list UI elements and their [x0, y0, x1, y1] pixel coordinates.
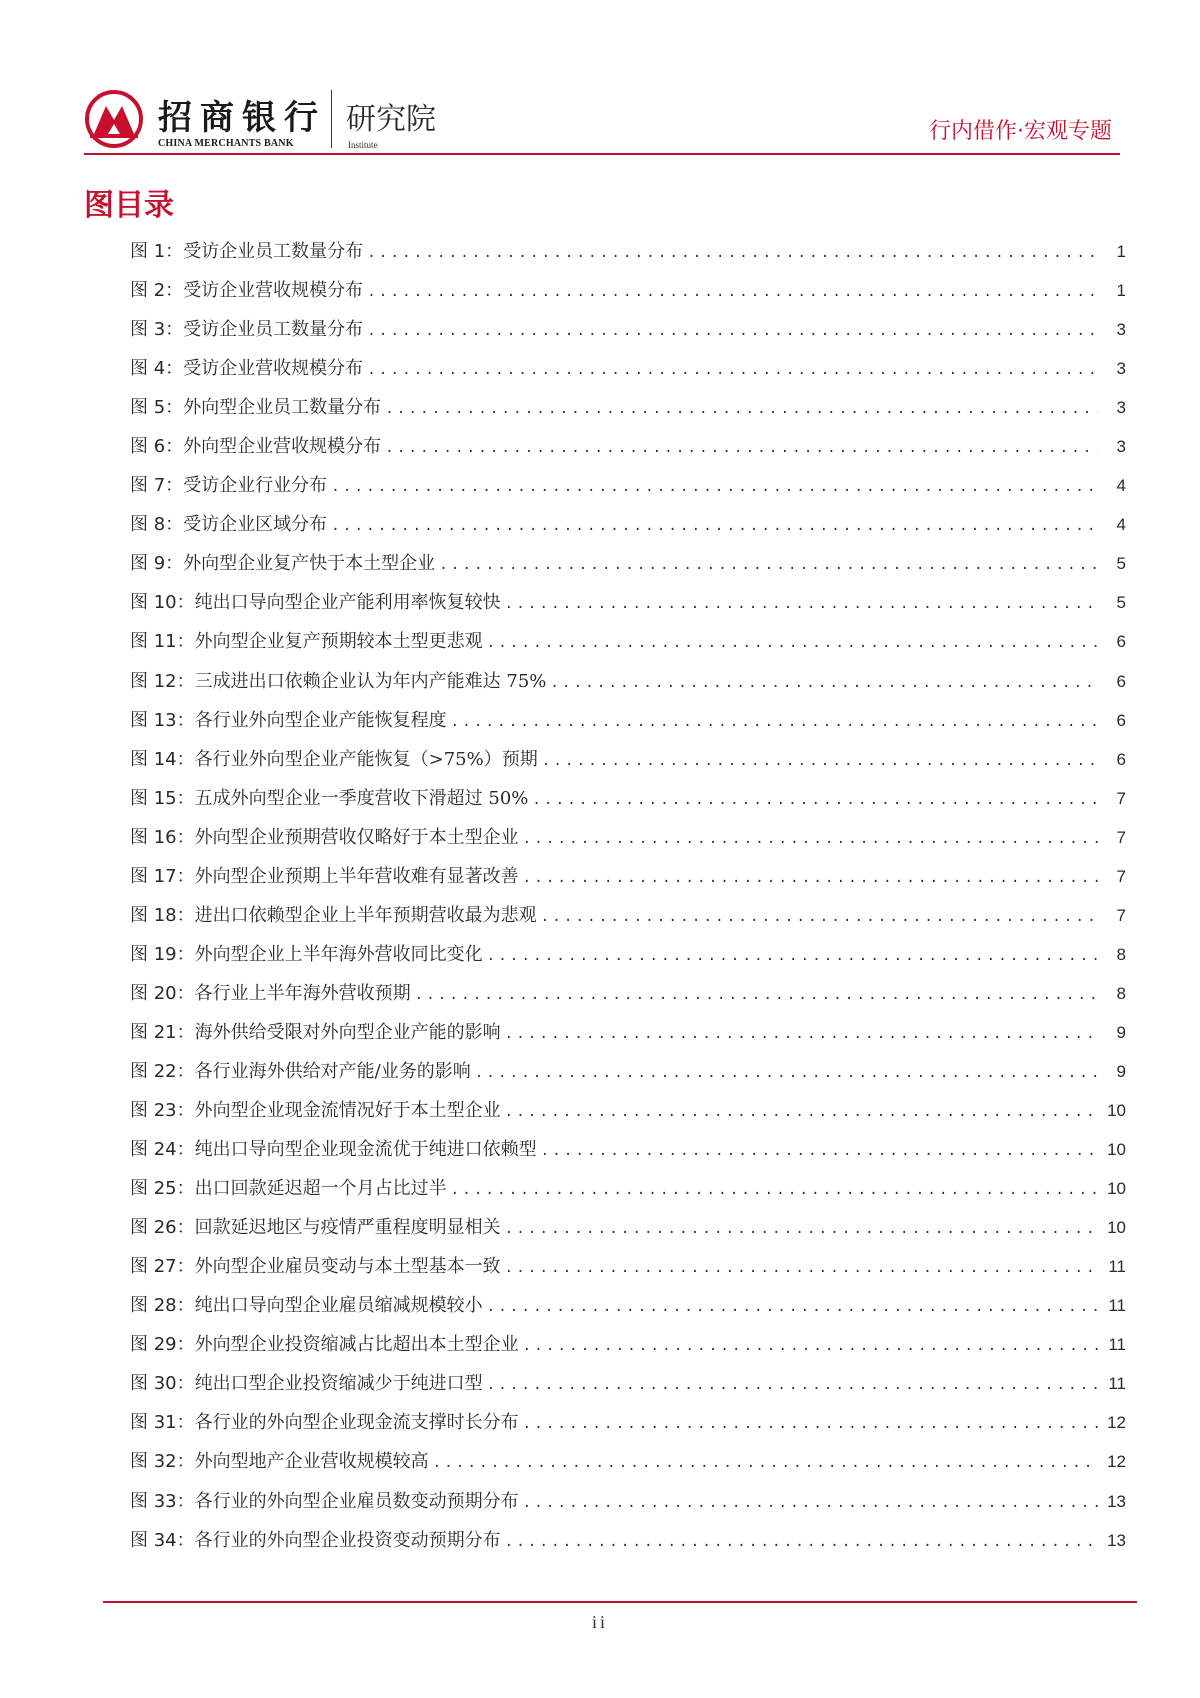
- toc-entry-title: 各行业上半年海外营收预期: [194, 982, 411, 1004]
- toc-leader-dots: [523, 1327, 1098, 1366]
- page-number: ii: [591, 1612, 608, 1632]
- toc-entry[interactable]: [130, 622, 1126, 661]
- toc-entry-title: 纯出口导向型企业产能利用率恢复较快: [194, 592, 501, 614]
- toc-entry[interactable]: [130, 740, 1126, 779]
- toc-entry-label: 图 13：: [130, 709, 195, 731]
- toc-entry-page: 13: [1107, 1491, 1126, 1511]
- toc-entry-page: 7: [1116, 788, 1126, 808]
- toc-leader-dots: [487, 624, 1098, 663]
- toc-leader-dots: [439, 546, 1098, 585]
- toc-entry-title: 受访企业员工数量分布: [183, 319, 364, 341]
- toc-entry-label: 图 24：: [130, 1139, 195, 1161]
- toc-entry[interactable]: [130, 701, 1126, 740]
- toc-entry-title: 外向型企业员工数量分布: [183, 397, 382, 419]
- toc-entry-label: 图 9：: [130, 553, 184, 575]
- toc-entry-label: 图 22：: [130, 1060, 195, 1082]
- toc-entry-page: 7: [1116, 827, 1126, 847]
- footer-rule: [103, 1601, 1137, 1603]
- toc-entry-label: 图 11：: [130, 631, 195, 653]
- toc-entry-title: 受访企业区域分布: [183, 514, 328, 536]
- toc-leader-dots: [367, 312, 1098, 351]
- toc-entry-title: 受访企业员工数量分布: [183, 241, 364, 262]
- toc-entry-title: 外向型企业复产快于本土型企业: [183, 553, 436, 575]
- toc-entry-page: 4: [1116, 476, 1126, 496]
- toc-entry[interactable]: [130, 818, 1126, 857]
- toc-entry-label: 图 18：: [130, 904, 195, 926]
- toc-entry-page: 11: [1108, 1374, 1126, 1394]
- toc-entry-label: 图 27：: [130, 1256, 195, 1278]
- toc-entry-title: 外向型企业上半年海外营收同比变化: [194, 943, 483, 965]
- toc-leader-dots: [523, 1405, 1098, 1444]
- toc-entry-page: 1: [1116, 242, 1126, 261]
- toc-entry-title: 回款延迟地区与疫情严重程度明显相关: [194, 1217, 501, 1239]
- toc-entry[interactable]: [130, 271, 1126, 310]
- toc-entry-title: 各行业的外向型企业雇员数变动预期分布: [194, 1490, 519, 1512]
- toc-entry-page: 6: [1116, 749, 1126, 769]
- toc-leader-dots: [541, 898, 1098, 937]
- toc-leader-dots: [505, 1015, 1098, 1054]
- toc-entry-label: 图 2：: [130, 280, 184, 302]
- toc-entry[interactable]: [130, 310, 1126, 349]
- toc-entry[interactable]: [130, 1208, 1126, 1247]
- toc-leader-dots: [367, 273, 1098, 312]
- toc-entry-title: 外向型企业复产预期较本土型更悲观: [194, 631, 483, 653]
- toc-entry-page: 4: [1116, 515, 1126, 535]
- toc-entry-title: 外向型企业雇员变动与本土型基本一致: [194, 1256, 501, 1278]
- toc-entry-page: 1: [1116, 281, 1126, 301]
- toc-entry-title: 各行业的外向型企业投资变动预期分布: [194, 1529, 501, 1551]
- toc-leader-dots: [385, 429, 1098, 468]
- toc-entry-label: 图 34：: [130, 1529, 195, 1551]
- toc-leader-dots: [451, 1171, 1098, 1210]
- toc-entry[interactable]: [130, 1364, 1126, 1403]
- toc-entry[interactable]: [130, 388, 1126, 427]
- toc-entry-title: 各行业的外向型企业现金流支撑时长分布: [194, 1412, 519, 1434]
- toc-leader-dots: [487, 1366, 1098, 1405]
- toc-entry-page: 6: [1116, 671, 1126, 691]
- toc-leader-dots: [505, 1523, 1098, 1562]
- toc-entry-label: 图 5：: [130, 397, 184, 419]
- toc-entry-page: 13: [1107, 1530, 1126, 1550]
- toc-entry[interactable]: [130, 349, 1126, 388]
- toc-entry-title: 外向型企业预期营收仅略好于本土型企业: [194, 826, 519, 848]
- toc-entry-title: 进出口依赖型企业上半年预期营收最为悲观: [194, 904, 537, 926]
- toc-entry-title: 受访企业行业分布: [183, 475, 328, 497]
- toc-entry[interactable]: [130, 427, 1126, 466]
- toc-entry-page: 11: [1108, 1257, 1126, 1277]
- toc-entry-title: 各行业外向型企业产能恢复（>75%）预期: [194, 748, 538, 770]
- toc-entry-page: 10: [1107, 1101, 1126, 1121]
- toc-entry[interactable]: [130, 896, 1126, 935]
- toc-leader-dots: [475, 1054, 1098, 1093]
- toc-entry[interactable]: [130, 857, 1126, 896]
- toc-entry[interactable]: [130, 583, 1126, 622]
- toc-entry-page: 10: [1107, 1140, 1126, 1160]
- toc-entry-label: 图 20：: [130, 982, 195, 1004]
- toc-entry-title: 出口回款延迟超一个月占比过半: [194, 1178, 447, 1200]
- toc-entry[interactable]: [130, 1091, 1126, 1130]
- toc-entry-page: 8: [1116, 983, 1126, 1003]
- toc-leader-dots: [367, 234, 1098, 273]
- toc-entry-title: 各行业海外供给对产能/业务的影响: [194, 1060, 471, 1082]
- toc-entry-page: 5: [1116, 593, 1126, 613]
- toc-leader-dots: [331, 468, 1098, 507]
- toc-leader-dots: [523, 859, 1098, 898]
- toc-entry-label: 图 25：: [130, 1178, 195, 1200]
- toc-entry-label: 图 26：: [130, 1217, 195, 1239]
- toc-entry[interactable]: [130, 1169, 1126, 1208]
- toc-entry-label: 图 21：: [130, 1021, 195, 1043]
- toc-entry-label: 图 4：: [130, 358, 184, 380]
- toc-entry[interactable]: [130, 466, 1126, 505]
- toc-entry-label: 图 17：: [130, 865, 195, 887]
- toc-entry-label: 图 19：: [130, 943, 195, 965]
- toc-entry-title: 各行业外向型企业产能恢复程度: [194, 709, 447, 731]
- report-tag: 行内借作·宏观专题: [929, 119, 1112, 144]
- toc-entry-page: 10: [1107, 1179, 1126, 1199]
- toc-leader-dots: [433, 1444, 1098, 1483]
- toc-entry-title: 五成外向型企业一季度营收下滑超过 50%: [194, 787, 529, 809]
- toc-entry-label: 图 12：: [130, 670, 195, 692]
- toc-entry[interactable]: [130, 974, 1126, 1013]
- toc-entry-page: 6: [1116, 710, 1126, 730]
- toc-entry[interactable]: [130, 232, 1126, 271]
- toc-leader-dots: [487, 1288, 1098, 1327]
- toc-entry[interactable]: [130, 1482, 1126, 1521]
- header-divider: [331, 90, 332, 148]
- toc-entry-page: 10: [1107, 1218, 1126, 1238]
- toc-entry-label: 图 15：: [130, 787, 195, 809]
- toc-entry-label: 图 28：: [130, 1295, 195, 1317]
- toc-entry-label: 图 7：: [130, 475, 184, 497]
- toc-entry-title: 纯出口导向型企业现金流优于纯进口依赖型: [194, 1139, 537, 1161]
- toc-entry-title: 外向型企业现金流情况好于本土型企业: [194, 1100, 501, 1122]
- toc-leader-dots: [532, 781, 1098, 820]
- toc-leader-dots: [505, 585, 1098, 624]
- toc-entry[interactable]: [130, 1013, 1126, 1052]
- toc-entry-label: 图 10：: [130, 592, 195, 614]
- toc-entry-page: 3: [1116, 398, 1126, 418]
- toc-entry-label: 图 33：: [130, 1490, 195, 1512]
- toc-entry-label: 图 6：: [130, 436, 184, 458]
- toc-leader-dots: [487, 937, 1098, 976]
- toc-leader-dots: [523, 820, 1098, 859]
- toc-entry[interactable]: [130, 1247, 1126, 1286]
- toc-entry-page: 12: [1107, 1452, 1126, 1472]
- figure-toc-list: [130, 232, 1126, 1560]
- toc-leader-dots: [505, 1249, 1098, 1288]
- toc-entry[interactable]: [130, 1130, 1126, 1169]
- header-rule: [84, 153, 1120, 155]
- toc-entry-title: 外向型企业预期上半年营收难有显著改善: [194, 865, 519, 887]
- toc-entry-page: 8: [1116, 944, 1126, 964]
- toc-entry-label: 图 23：: [130, 1100, 195, 1122]
- toc-entry-page: 9: [1116, 1022, 1126, 1042]
- toc-leader-dots: [451, 703, 1098, 742]
- toc-entry-page: 5: [1116, 554, 1126, 574]
- cmb-logo-icon: [84, 90, 144, 148]
- institute-name-en: Institute: [348, 140, 378, 150]
- toc-entry-label: 图 16：: [130, 826, 195, 848]
- toc-leader-dots: [415, 976, 1098, 1015]
- toc-entry[interactable]: [130, 1403, 1126, 1442]
- toc-leader-dots: [523, 1484, 1098, 1523]
- toc-entry-title: 外向型地产企业营收规模较高: [194, 1451, 429, 1473]
- toc-leader-dots: [505, 1093, 1098, 1132]
- toc-entry[interactable]: [130, 1286, 1126, 1325]
- toc-entry-page: 6: [1116, 632, 1126, 652]
- toc-entry-page: 3: [1116, 320, 1126, 340]
- toc-entry-title: 受访企业营收规模分布: [183, 358, 364, 380]
- bank-name-cn: 招商银行: [158, 98, 326, 138]
- toc-entry-page: 12: [1107, 1413, 1126, 1433]
- toc-leader-dots: [541, 1132, 1098, 1171]
- bank-name-en: CHINA MERCHANTS BANK: [158, 138, 294, 149]
- toc-entry-page: 3: [1116, 359, 1126, 379]
- toc-entry-label: 图 1：: [130, 241, 184, 262]
- toc-entry-label: 图 31：: [130, 1412, 195, 1434]
- page-header: [84, 84, 1120, 154]
- toc-leader-dots: [542, 742, 1098, 781]
- toc-entry-page: 7: [1116, 905, 1126, 925]
- toc-leader-dots: [550, 664, 1098, 703]
- toc-entry-title: 纯出口导向型企业雇员缩减规模较小: [194, 1295, 483, 1317]
- toc-title: 图目录: [84, 188, 174, 223]
- toc-entry[interactable]: [130, 779, 1126, 818]
- toc-entry[interactable]: [130, 935, 1126, 974]
- toc-entry-title: 海外供给受限对外向型企业产能的影响: [194, 1021, 501, 1043]
- toc-entry[interactable]: [130, 1442, 1126, 1481]
- toc-entry[interactable]: [130, 1521, 1126, 1560]
- toc-entry[interactable]: [130, 1052, 1126, 1091]
- institute-name-cn: 研究院: [346, 102, 436, 137]
- toc-entry-page: 3: [1116, 437, 1126, 457]
- toc-entry-page: 11: [1108, 1335, 1126, 1355]
- toc-leader-dots: [505, 1210, 1098, 1249]
- toc-leader-dots: [331, 507, 1098, 546]
- toc-entry-label: 图 14：: [130, 748, 195, 770]
- toc-entry-page: 11: [1108, 1296, 1126, 1316]
- toc-entry-page: 9: [1116, 1061, 1126, 1081]
- toc-entry[interactable]: [130, 505, 1126, 544]
- toc-entry-label: 图 8：: [130, 514, 184, 536]
- toc-leader-dots: [385, 390, 1098, 429]
- toc-entry[interactable]: [130, 662, 1126, 701]
- toc-entry-label: 图 3：: [130, 319, 184, 341]
- toc-entry-page: 7: [1116, 866, 1126, 886]
- toc-entry-label: 图 30：: [130, 1373, 195, 1395]
- toc-entry-label: 图 29：: [130, 1334, 195, 1356]
- toc-entry-title: 受访企业营收规模分布: [183, 280, 364, 302]
- toc-entry[interactable]: [130, 1325, 1126, 1364]
- toc-entry-title: 外向型企业投资缩减占比超出本土型企业: [194, 1334, 519, 1356]
- toc-entry-title: 纯出口型企业投资缩减少于纯进口型: [194, 1373, 483, 1395]
- toc-leader-dots: [367, 351, 1098, 390]
- toc-entry-label: 图 32：: [130, 1451, 195, 1473]
- toc-entry-title: 三成进出口依赖企业认为年内产能难达 75%: [194, 670, 547, 692]
- toc-entry[interactable]: [130, 544, 1126, 583]
- toc-entry-title: 外向型企业营收规模分布: [183, 436, 382, 458]
